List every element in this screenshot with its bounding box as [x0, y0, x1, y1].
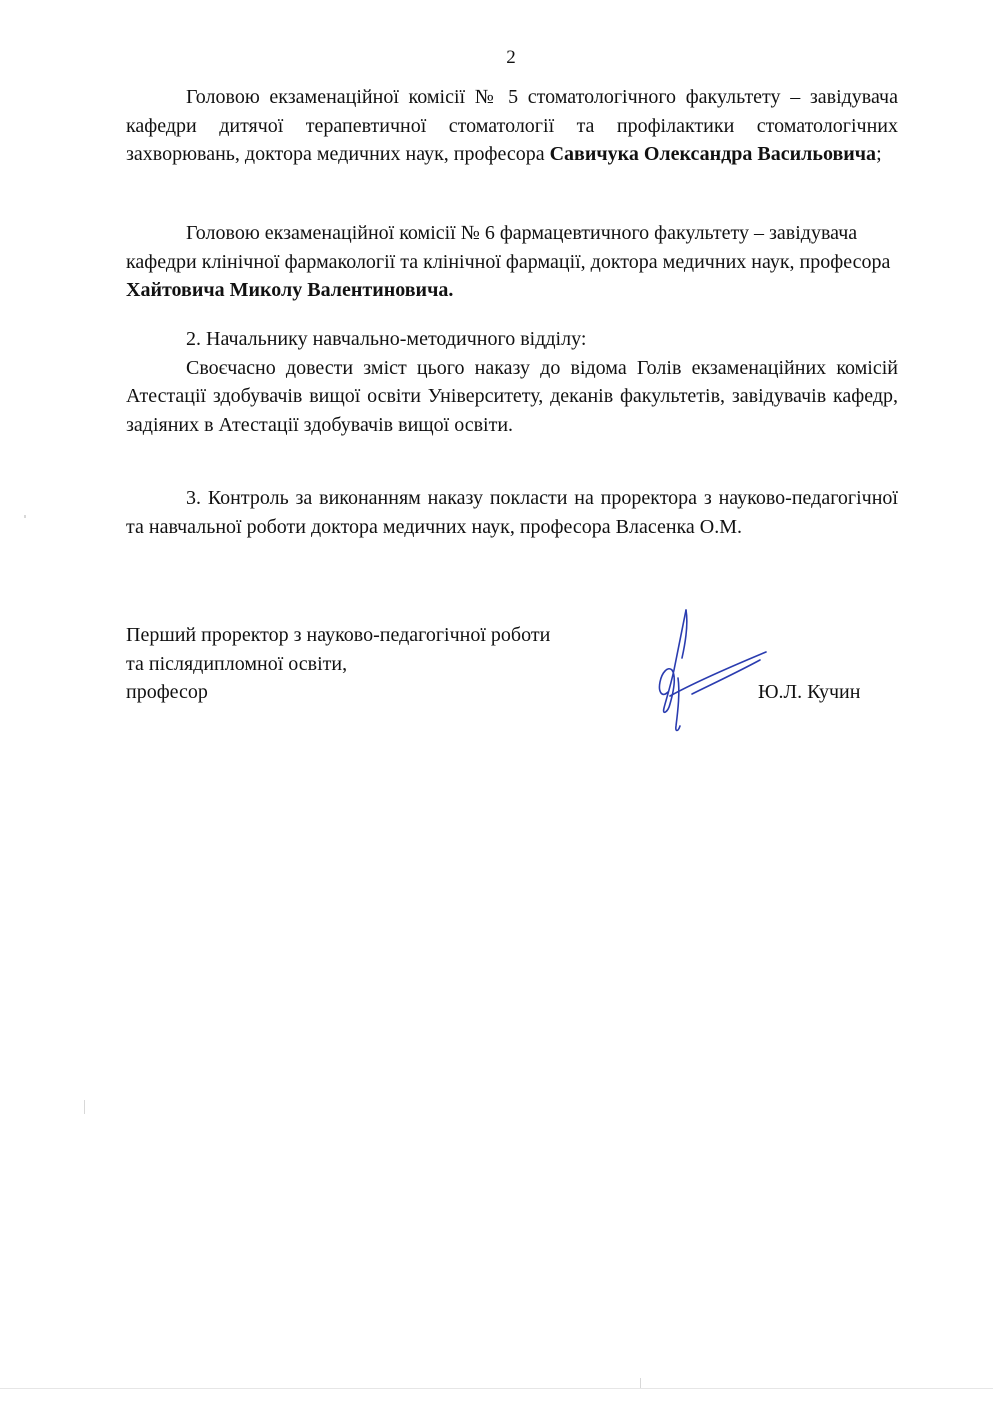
commission-6-lead: Головою екзаменаційної комісії № 6 фармацевтичного факультету – завідувача кафедри клінічної фармакології та клінічної фармації, доктора медичних наук, професора — [126, 222, 891, 273]
commission-5-lead: Головою екзаменаційної комісії № 5 стоматологічного факультету – завідувача кафедри дитячої терапевтичної стоматології та профілактики стоматологічних захворювань, доктора медичних наук, професора — [126, 86, 898, 165]
handwritten-signature — [648, 600, 778, 740]
item-3-section — [126, 484, 898, 541]
item-2-heading: 2. Начальнику навчально-методичного відділу: — [186, 328, 587, 350]
scan-artifact — [84, 1100, 85, 1114]
item-2-section — [126, 325, 898, 439]
commission-6-paragraph — [126, 219, 898, 305]
page-number: 2 — [506, 47, 516, 68]
item-2-body: Своєчасно довести зміст цього наказу до відома Голів екзаменаційних комісій Атестації здобувачів вищої освіти Університету, деканів факультетів, завідувачів кафедр, задіяних в Атестації здобувачів вищої освіти. — [126, 356, 898, 436]
signatory-title — [126, 621, 550, 707]
signatory-title-line-2: та післядипломної освіти, — [126, 652, 348, 675]
commission-6-text — [126, 219, 898, 305]
signatory-name: Ю.Л. Кучин — [758, 681, 861, 703]
scan-bottom-edge — [0, 1388, 993, 1389]
commission-6-chair-name: Хайтовича Миколу Валентиновича. — [126, 279, 454, 301]
commission-5-chair-name: Савичука Олександра Васильовича — [549, 143, 877, 165]
signatory-title-line-3: професор — [126, 681, 208, 703]
item-3-body: 3. Контроль за виконанням наказу покласти на проректора з науково-педагогічної та навчальної роботи доктора медичних наук, професора Власенка О.М. — [126, 487, 898, 538]
commission-5-text — [126, 83, 898, 169]
commission-5-paragraph — [126, 83, 898, 169]
commission-5-tail: ; — [876, 143, 882, 165]
scan-artifact — [640, 1378, 641, 1388]
scan-artifact — [24, 515, 26, 518]
signatory-title-line-1: Перший проректор з науково-педагогічної роботи — [126, 624, 551, 646]
